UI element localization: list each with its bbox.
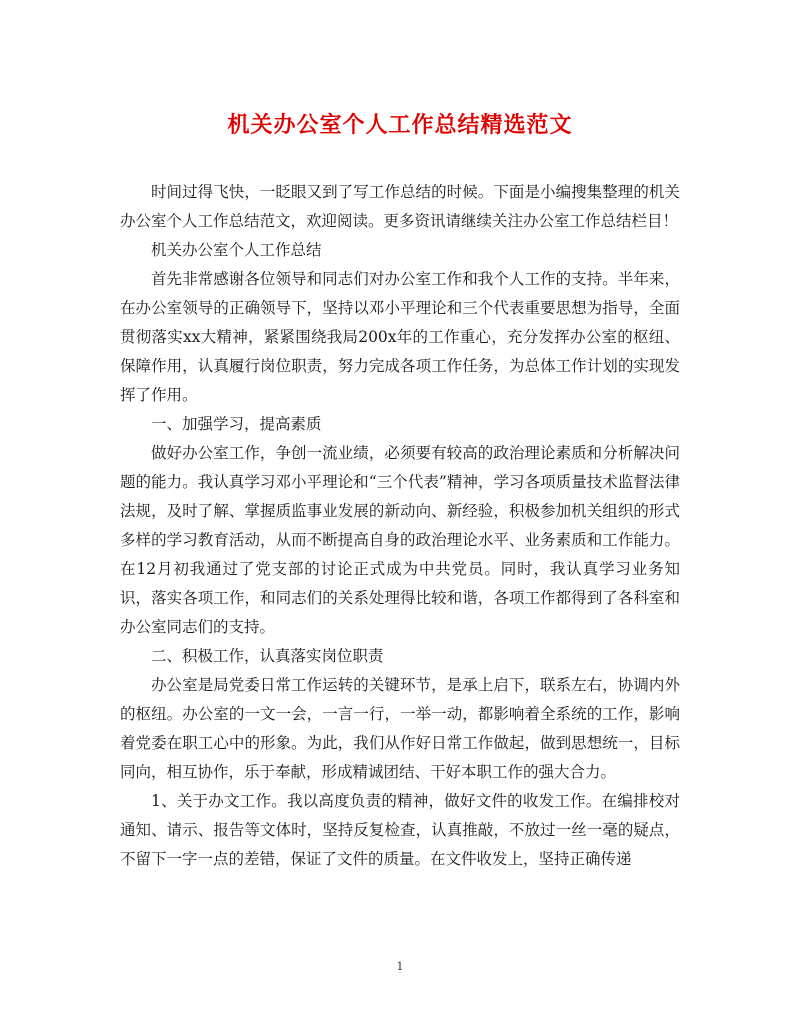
section-heading: 二、积极工作，认真落实岗位职责: [151, 647, 384, 665]
section-heading: 一、加强学习，提高素质: [151, 415, 322, 433]
paragraph: 1、关于办文工作。我以高度负责的精神，做好文件的收发工作。在编排校对通知、请示、报告等文体时，坚持反复检查，认真推敲，不放过一丝一毫的疑点，不留下一字一点的差错，保证了文件的质量。在文件收发上，坚持正确传递: [120, 792, 680, 868]
intro-paragraph: 时间过得飞快，一眨眼又到了写工作总结的时候。下面是小编搜集整理的机关办公室个人工作总结范文，欢迎阅读。更多资讯请继续关注办公室工作总结栏目！: [120, 183, 680, 230]
document-body: [120, 178, 680, 874]
paragraph: 办公室是局党委日常工作运转的关键环节，是承上启下，联系左右，协调内外的枢纽。办公室的一文一会，一言一行，一举一动，都影响着全系统的工作，影响着党委在职工心中的形象。为此，我们从作好日常工作做起，做到思想统一，目标同向，相互协作，乐于奉献，形成精诚团结、干好本职工作的强大合力。: [120, 676, 680, 781]
page-number: 1: [396, 960, 404, 973]
paragraph: 做好办公室工作，争创一流业绩，必须要有较高的政治理论素质和分析解决问题的能力。我认真学习邓小平理论和“三个代表”精神，学习各项质量技术监督法律法规，及时了解、掌握质监事业发展的新动向、新经验，积极参加机关组织的形式多样的学习教育活动，从而不断提高自身的政治理论水平、业务素质和工作能力。在12月初我通过了党支部的讨论正式成为中共党员。同时，我认真学习业务知识，落实各项工作，和同志们的关系处理得比较和谐，各项工作都得到了各科室和办公室同志们的支持。: [120, 444, 680, 636]
section-heading: 机关办公室个人工作总结: [151, 241, 322, 259]
paragraph: 首先非常感谢各位领导和同志们对办公室工作和我个人工作的支持。半年来，在办公室领导的正确领导下，坚持以邓小平理论和三个代表重要思想为指导，全面贯彻落实xx大精神，紧紧围绕我局200x年的工作重心，充分发挥办公室的枢纽、保障作用，认真履行岗位职责，努力完成各项工作任务，为总体工作计划的实现发挥了作用。: [120, 270, 680, 404]
document-title: 机关办公室个人工作总结精选范文: [227, 112, 573, 138]
